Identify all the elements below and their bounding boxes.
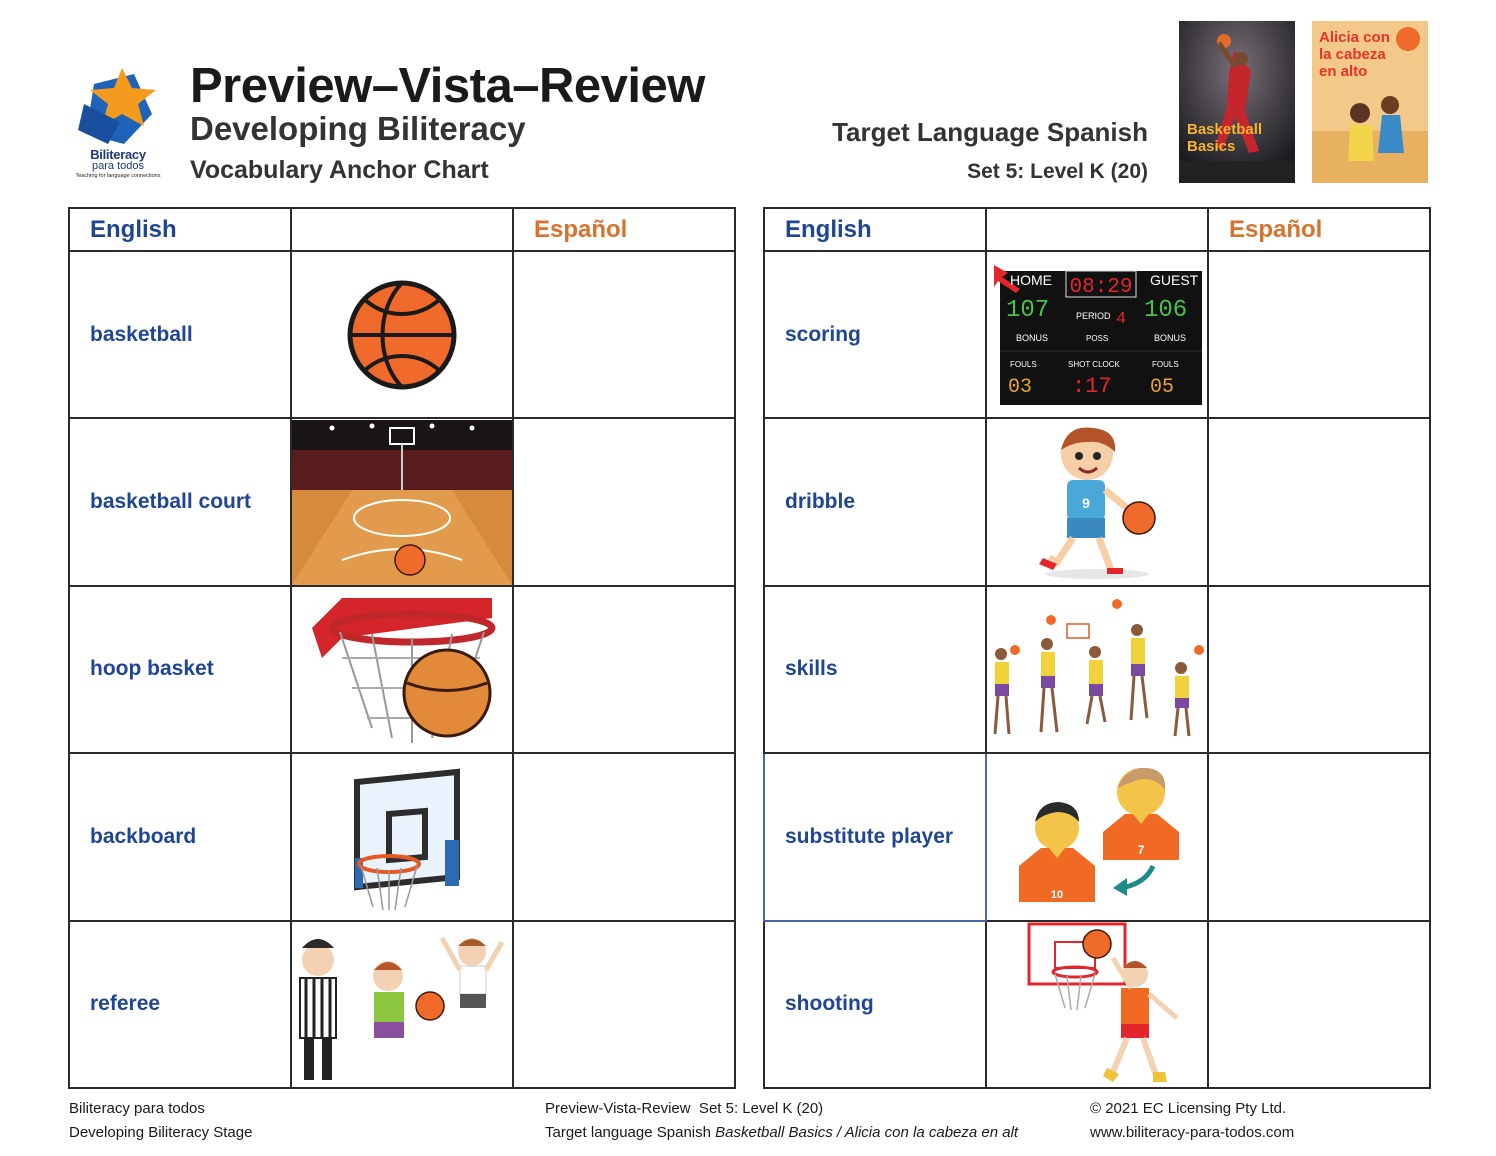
word-spanish[interactable] xyxy=(1208,921,1430,1088)
footer-left xyxy=(69,1097,252,1145)
logo-name: Biliteracy xyxy=(90,147,146,162)
header-english: English xyxy=(764,208,986,251)
word-english: shooting xyxy=(764,921,986,1088)
footer-left-line-2: Developing Biliteracy Stage xyxy=(69,1124,253,1141)
word-english: basketball court xyxy=(69,418,291,585)
sub-out-jersey-number: 7 xyxy=(1137,842,1145,857)
table-row xyxy=(69,586,735,753)
footer-website-link[interactable]: www.biliteracy-para-todos.com xyxy=(1090,1124,1295,1141)
header-english: English xyxy=(69,208,291,251)
word-english: scoring xyxy=(764,251,986,418)
table-row xyxy=(764,586,1430,753)
backboard-icon xyxy=(327,762,477,912)
footer-middle-line-1: Preview-Vista-Review Set 5: Level K (20) xyxy=(545,1100,824,1117)
table-row xyxy=(69,753,735,920)
dribble-jersey-number: 9 xyxy=(1082,495,1090,512)
word-spanish[interactable] xyxy=(1208,753,1430,920)
footer-middle xyxy=(545,1097,1018,1145)
word-spanish[interactable] xyxy=(1208,586,1430,753)
scoreboard-guest-score: 106 xyxy=(1144,296,1188,324)
word-picture xyxy=(986,586,1208,753)
word-picture xyxy=(986,251,1208,418)
table-header-row xyxy=(764,208,1430,251)
vocab-table-right xyxy=(763,207,1431,1089)
word-picture xyxy=(986,753,1208,920)
header-picture xyxy=(291,208,513,251)
cover-title-2: Alicia con la cabeza en alto xyxy=(1319,29,1390,80)
word-english: basketball xyxy=(69,251,291,418)
word-english: referee xyxy=(69,921,291,1088)
scoreboard-home-fouls: 03 xyxy=(1008,375,1033,399)
scoreboard-period-label: PERIOD xyxy=(1076,310,1111,321)
word-spanish[interactable] xyxy=(1208,418,1430,585)
hoop-basket-icon xyxy=(302,588,502,750)
footer-copyright: © 2021 EC Licensing Pty Ltd. xyxy=(1090,1100,1287,1117)
referee-icon xyxy=(292,924,512,1084)
vocab-table-left xyxy=(68,207,736,1089)
table-row xyxy=(69,251,735,418)
table-row xyxy=(764,921,1430,1088)
basketball-icon xyxy=(346,279,458,391)
book-cover-basketball-basics xyxy=(1179,21,1295,183)
word-english: backboard xyxy=(69,753,291,920)
table-row xyxy=(69,418,735,585)
word-spanish[interactable] xyxy=(1208,251,1430,418)
set-level: Set 5: Level K (20) xyxy=(967,160,1148,183)
footer-right xyxy=(1090,1097,1294,1145)
scoreboard-fouls-home-label: FOULS xyxy=(1010,359,1037,369)
word-spanish[interactable] xyxy=(513,586,735,753)
word-picture xyxy=(291,586,513,753)
scoreboard-clock: 08:29 xyxy=(1069,275,1133,299)
table-row xyxy=(764,753,1430,920)
skills-icon xyxy=(987,594,1207,744)
scoreboard-home-label: HOME xyxy=(1010,271,1052,288)
word-english: skills xyxy=(764,586,986,753)
chart-name: Vocabulary Anchor Chart xyxy=(190,156,489,184)
header-picture xyxy=(986,208,1208,251)
header-espanol: Español xyxy=(513,208,735,251)
table-row xyxy=(764,251,1430,418)
word-picture xyxy=(986,418,1208,585)
basketball-court-icon xyxy=(292,420,512,585)
book-cover-alicia xyxy=(1312,21,1428,183)
table-row xyxy=(764,418,1430,585)
word-spanish[interactable] xyxy=(513,753,735,920)
word-picture xyxy=(291,418,513,585)
page-subtitle: Developing Biliteracy xyxy=(190,110,526,147)
cover-title-1: Basketball Basics xyxy=(1187,121,1263,155)
scoreboard-bonus-home: BONUS xyxy=(1016,332,1049,343)
table-row xyxy=(69,921,735,1088)
scoreboard-bonus-guest: BONUS xyxy=(1154,332,1187,343)
substitute-icon xyxy=(1007,762,1187,912)
table-header-row xyxy=(69,208,735,251)
scoreboard-poss: POSS xyxy=(1086,333,1109,343)
scoreboard-guest-label: GUEST xyxy=(1150,271,1199,288)
scoreboard-fouls-guest-label: FOULS xyxy=(1152,359,1179,369)
header-espanol: Español xyxy=(1208,208,1430,251)
logo-text xyxy=(66,147,170,179)
dribble-icon xyxy=(1027,424,1167,580)
word-spanish[interactable] xyxy=(513,251,735,418)
scoreboard-icon xyxy=(992,265,1202,405)
logo-sub: para todos xyxy=(92,160,144,172)
scoreboard-shot-clock: :17 xyxy=(1072,373,1112,399)
shooting-icon xyxy=(1007,922,1187,1086)
word-picture xyxy=(291,753,513,920)
basketball-player-cover-icon xyxy=(1179,21,1295,183)
scoreboard-home-score: 107 xyxy=(1006,296,1050,324)
word-spanish[interactable] xyxy=(513,418,735,585)
scoreboard-shot-clock-label: SHOT CLOCK xyxy=(1068,359,1120,369)
word-english: dribble xyxy=(764,418,986,585)
page-title: Preview–Vista–Review xyxy=(190,59,705,113)
scoreboard-period: 4 xyxy=(1116,309,1127,329)
logo-tagline: Teaching for language connections xyxy=(75,173,161,179)
word-spanish[interactable] xyxy=(513,921,735,1088)
footer-left-line-1: Biliteracy para todos xyxy=(69,1100,205,1117)
sub-in-jersey-number: 10 xyxy=(1050,888,1064,901)
scoreboard-guest-fouls: 05 xyxy=(1150,375,1175,399)
word-english: hoop basket xyxy=(69,586,291,753)
word-picture xyxy=(986,921,1208,1088)
word-picture xyxy=(291,251,513,418)
word-picture xyxy=(291,921,513,1088)
word-english: substitute player xyxy=(764,753,986,920)
target-language: Target Language Spanish xyxy=(832,117,1148,147)
footer-middle-line-2: Target language Spanish Basketball Basics / Alicia con la cabeza en alt xyxy=(545,1124,1019,1141)
